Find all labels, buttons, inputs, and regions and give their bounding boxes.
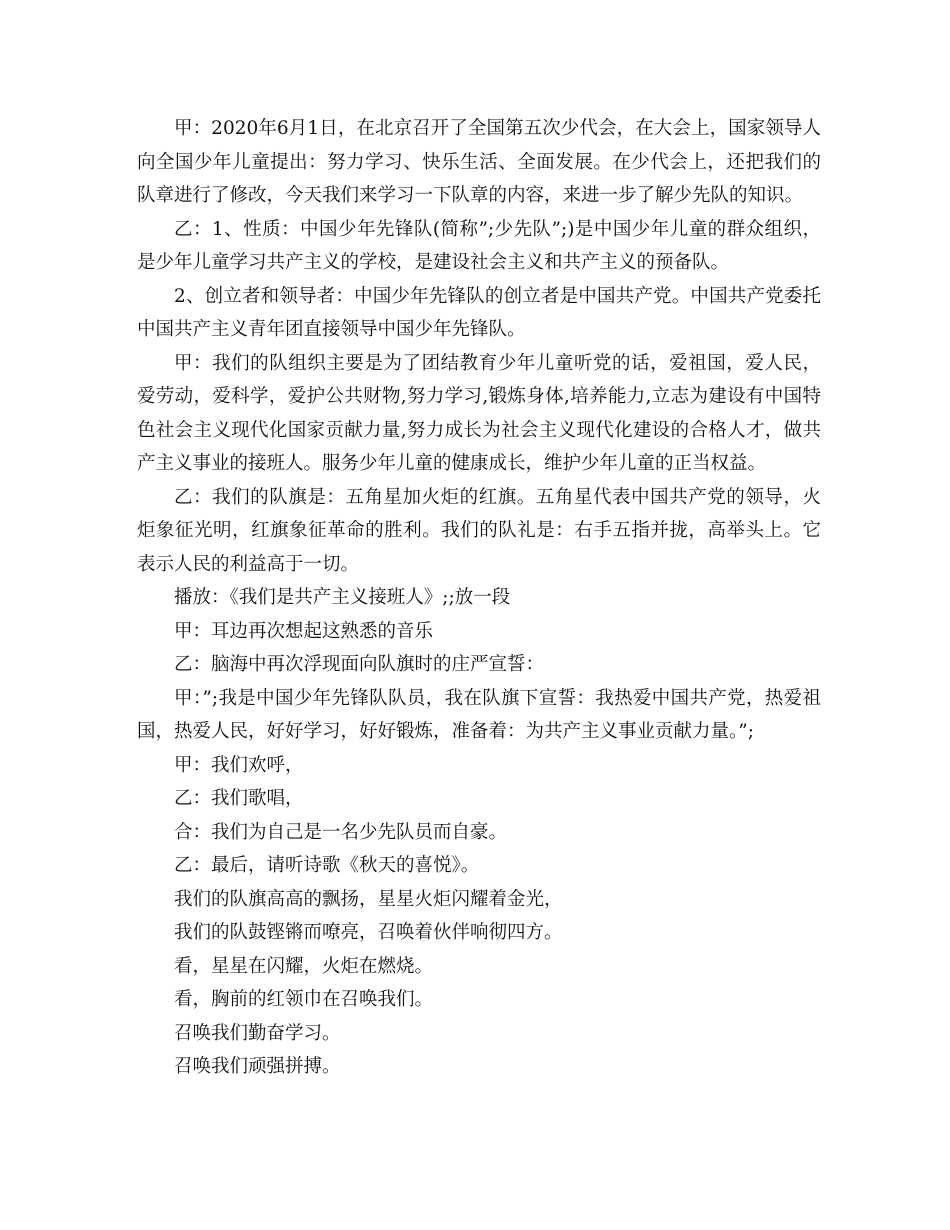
paragraph-2: 乙：1、性质：中国少年先锋队(简称”;少先队”;)是中国少年儿童的群众组织，是少年儿童学习共产主义的学校，是建设社会主义和共产主义的预备队。 (137, 218, 821, 273)
poem-line-4: 看，胸前的红领巾在召唤我们。 (174, 989, 434, 1010)
paragraph-5: 乙：我们的队旗是：五角星加火炬的红旗。五角星代表中国共产党的领导，火炬象征光明，红旗象征革命的胜利。我们的队礼是：右手五指并拢，高举头上。它表示人民的利益高于一切。 (137, 486, 821, 575)
poem-line-5: 召唤我们勤奋学习。 (174, 1022, 341, 1044)
paragraph-6: 播放：《我们是共产主义接班人》;;放一段 (174, 587, 511, 608)
paragraph-4: 甲：我们的队组织主要是为了团结教育少年儿童听党的话，爱祖国，爱人民，爱劳动，爱科学，爱护公共财物,努力学习,锻炼身体,培养能力,立志为建设有中国特色社会主义现代化国家贡献力量,努力成长为社会主义现代化建设的合格人才，做共产主义事业的接班人。服务少年儿童的健康成长，维护少年儿童的正当权益。 (137, 352, 821, 474)
paragraph-1: 甲：2020年6月1日，在北京召开了全国第五次少代会，在大会上，国家领导人向全国少年儿童提出：努力学习、快乐生活、全面发展。在少代会上，还把我们的队章进行了修改，今天我们来学习一下队章的内容，来进一步了解少先队的知识。 (137, 118, 821, 206)
document-body (137, 112, 821, 1084)
poem-line-1: 我们的队旗高高的飘扬，星星火炬闪耀着金光， (174, 888, 563, 910)
paragraph-3: 2、创立者和领导者：中国少年先锋队的创立者是中国共产党。中国共产党委托中国共产主义青年团直接领导中国少年先锋队。 (137, 285, 821, 340)
paragraph-11: 乙：我们歌唱， (174, 788, 304, 809)
paragraph-12: 合：我们为自己是一名少先队员而自豪。 (174, 821, 508, 843)
poem-line-2: 我们的队鼓铿锵而嘹亮，召唤着伙伴响彻四方。 (174, 922, 563, 943)
paragraph-7: 甲：耳边再次想起这熟悉的音乐 (174, 620, 434, 642)
paragraph-8: 乙：脑海中再次浮现面向队旗时的庄严宣誓： (174, 654, 545, 675)
poem-line-3: 看，星星在闪耀，火炬在燃烧。 (174, 955, 434, 977)
paragraph-9: 甲：”;我是中国少年先锋队队员，我在队旗下宣誓：我热爱中国共产党，热爱祖国，热爱人民，好好学习，好好锻炼，准备着：为共产主义事业贡献力量。”; (137, 687, 821, 742)
poem-line-6: 召唤我们顽强拼搏。 (174, 1056, 341, 1077)
paragraph-10: 甲：我们欢呼， (174, 754, 304, 776)
paragraph-13: 乙：最后，请听诗歌《秋天的喜悦》。 (174, 855, 480, 876)
